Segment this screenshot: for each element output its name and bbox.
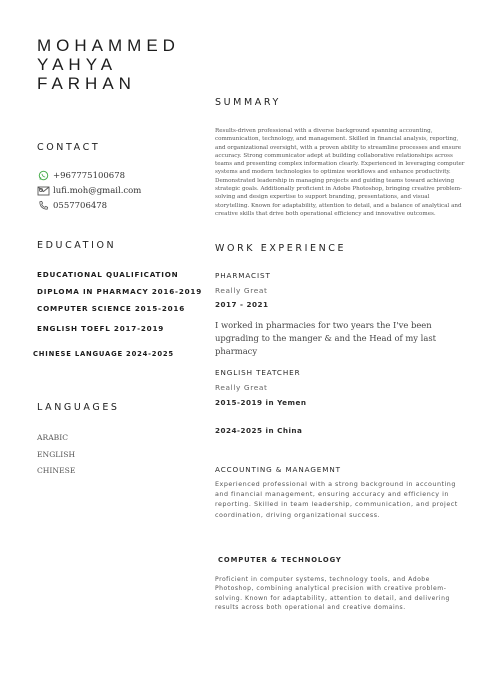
contact-heading: CONTACT <box>37 142 101 153</box>
language-item: ENGLISH <box>37 450 76 459</box>
language-item: CHINESE <box>37 466 76 475</box>
email-icon <box>37 185 50 196</box>
job-description: Proficient in computer systems, technology tools, and Adobe Photoshop, combining analytical precision with creative problem-solving. Known for adaptability, attention to detail, and delivering results across both operational and creative domains. <box>215 576 450 612</box>
job-title-accounting: ACCOUNTING & MANAGEMNT <box>215 465 341 474</box>
contact-whatsapp[interactable] <box>37 170 125 181</box>
contact-phone[interactable] <box>37 200 107 211</box>
phone-number: 0557706478 <box>53 200 108 211</box>
job-employer: Really Great <box>215 383 268 392</box>
job-title-teacher: ENGLISH TEATCHER <box>215 368 301 377</box>
summary-text: Results-driven professional with a diverse background spanning accounting, communication, technology, and management. Skilled in financial analysis, reporting, and organizational oversight, with a proven ability to streamline processes and ensure accuracy. Strong communicator adept at building collaborative relationships across teams and presenting complex information clearly. Experienced in leveraging computer systems and modern technologies to optimize workflows and enhance productivity. Demonstrated leadership in managing projects and guiding teams toward achieving strategic goals. Additionally proficient in Adobe Photoshop, bringing creative problem-solving and design expertise to support branding, presentations, and visual storytelling. Known for adaptability, attention to detail, and a balance of analytical and creative skills that drive both operational efficiency and innovative outcomes. <box>215 128 465 217</box>
email-address: lufi.moh@gmail.com <box>53 185 142 196</box>
person-name <box>37 36 180 93</box>
job-dates: 2024-2025 in China <box>215 426 303 435</box>
job-description: I worked in pharmacies for two years the I've been upgrading to the manger & and the Head of my last pharmacy <box>215 320 436 356</box>
education-item: CHINESE LANGUAGE 2024-2025 <box>33 350 174 358</box>
whatsapp-icon <box>37 170 50 181</box>
summary-heading: SUMMARY <box>215 97 281 108</box>
whatsapp-number: +967775100678 <box>53 170 126 181</box>
job-title-computer: COMPUTER & TECHNOLOGY <box>218 556 342 564</box>
education-item: ENGLISH TOEFL 2017-2019 <box>37 324 165 333</box>
name-line-1: MOHAMMED <box>37 36 180 55</box>
education-heading: EDUCATION <box>37 240 117 251</box>
job-dates: 2015-2019 in Yemen <box>215 398 307 407</box>
contact-email[interactable] <box>37 185 141 196</box>
phone-icon <box>37 200 50 211</box>
name-line-2: YAHYA <box>37 55 118 74</box>
work-experience-heading: WORK EXPERIENCE <box>215 243 347 254</box>
education-item: COMPUTER SCIENCE 2015-2016 <box>37 304 186 313</box>
job-title-pharmacist: PHARMACIST <box>215 271 271 280</box>
education-item: EDUCATIONAL QUALIFICATION <box>37 270 179 279</box>
languages-heading: LANGUAGES <box>37 402 120 413</box>
name-line-3: FARHAN <box>37 74 136 93</box>
job-dates: 2017 - 2021 <box>215 300 269 309</box>
language-item: ARABIC <box>37 433 69 442</box>
job-description: Experienced professional with a strong background in accounting and financial management, ensuring accuracy and efficiency in reporting. Skilled in team leadership, communication, and project coordination, driving organizational success. <box>215 480 458 519</box>
job-employer: Really Great <box>215 286 268 295</box>
education-item: DIPLOMA IN PHARMACY 2016-2019 <box>37 287 203 296</box>
